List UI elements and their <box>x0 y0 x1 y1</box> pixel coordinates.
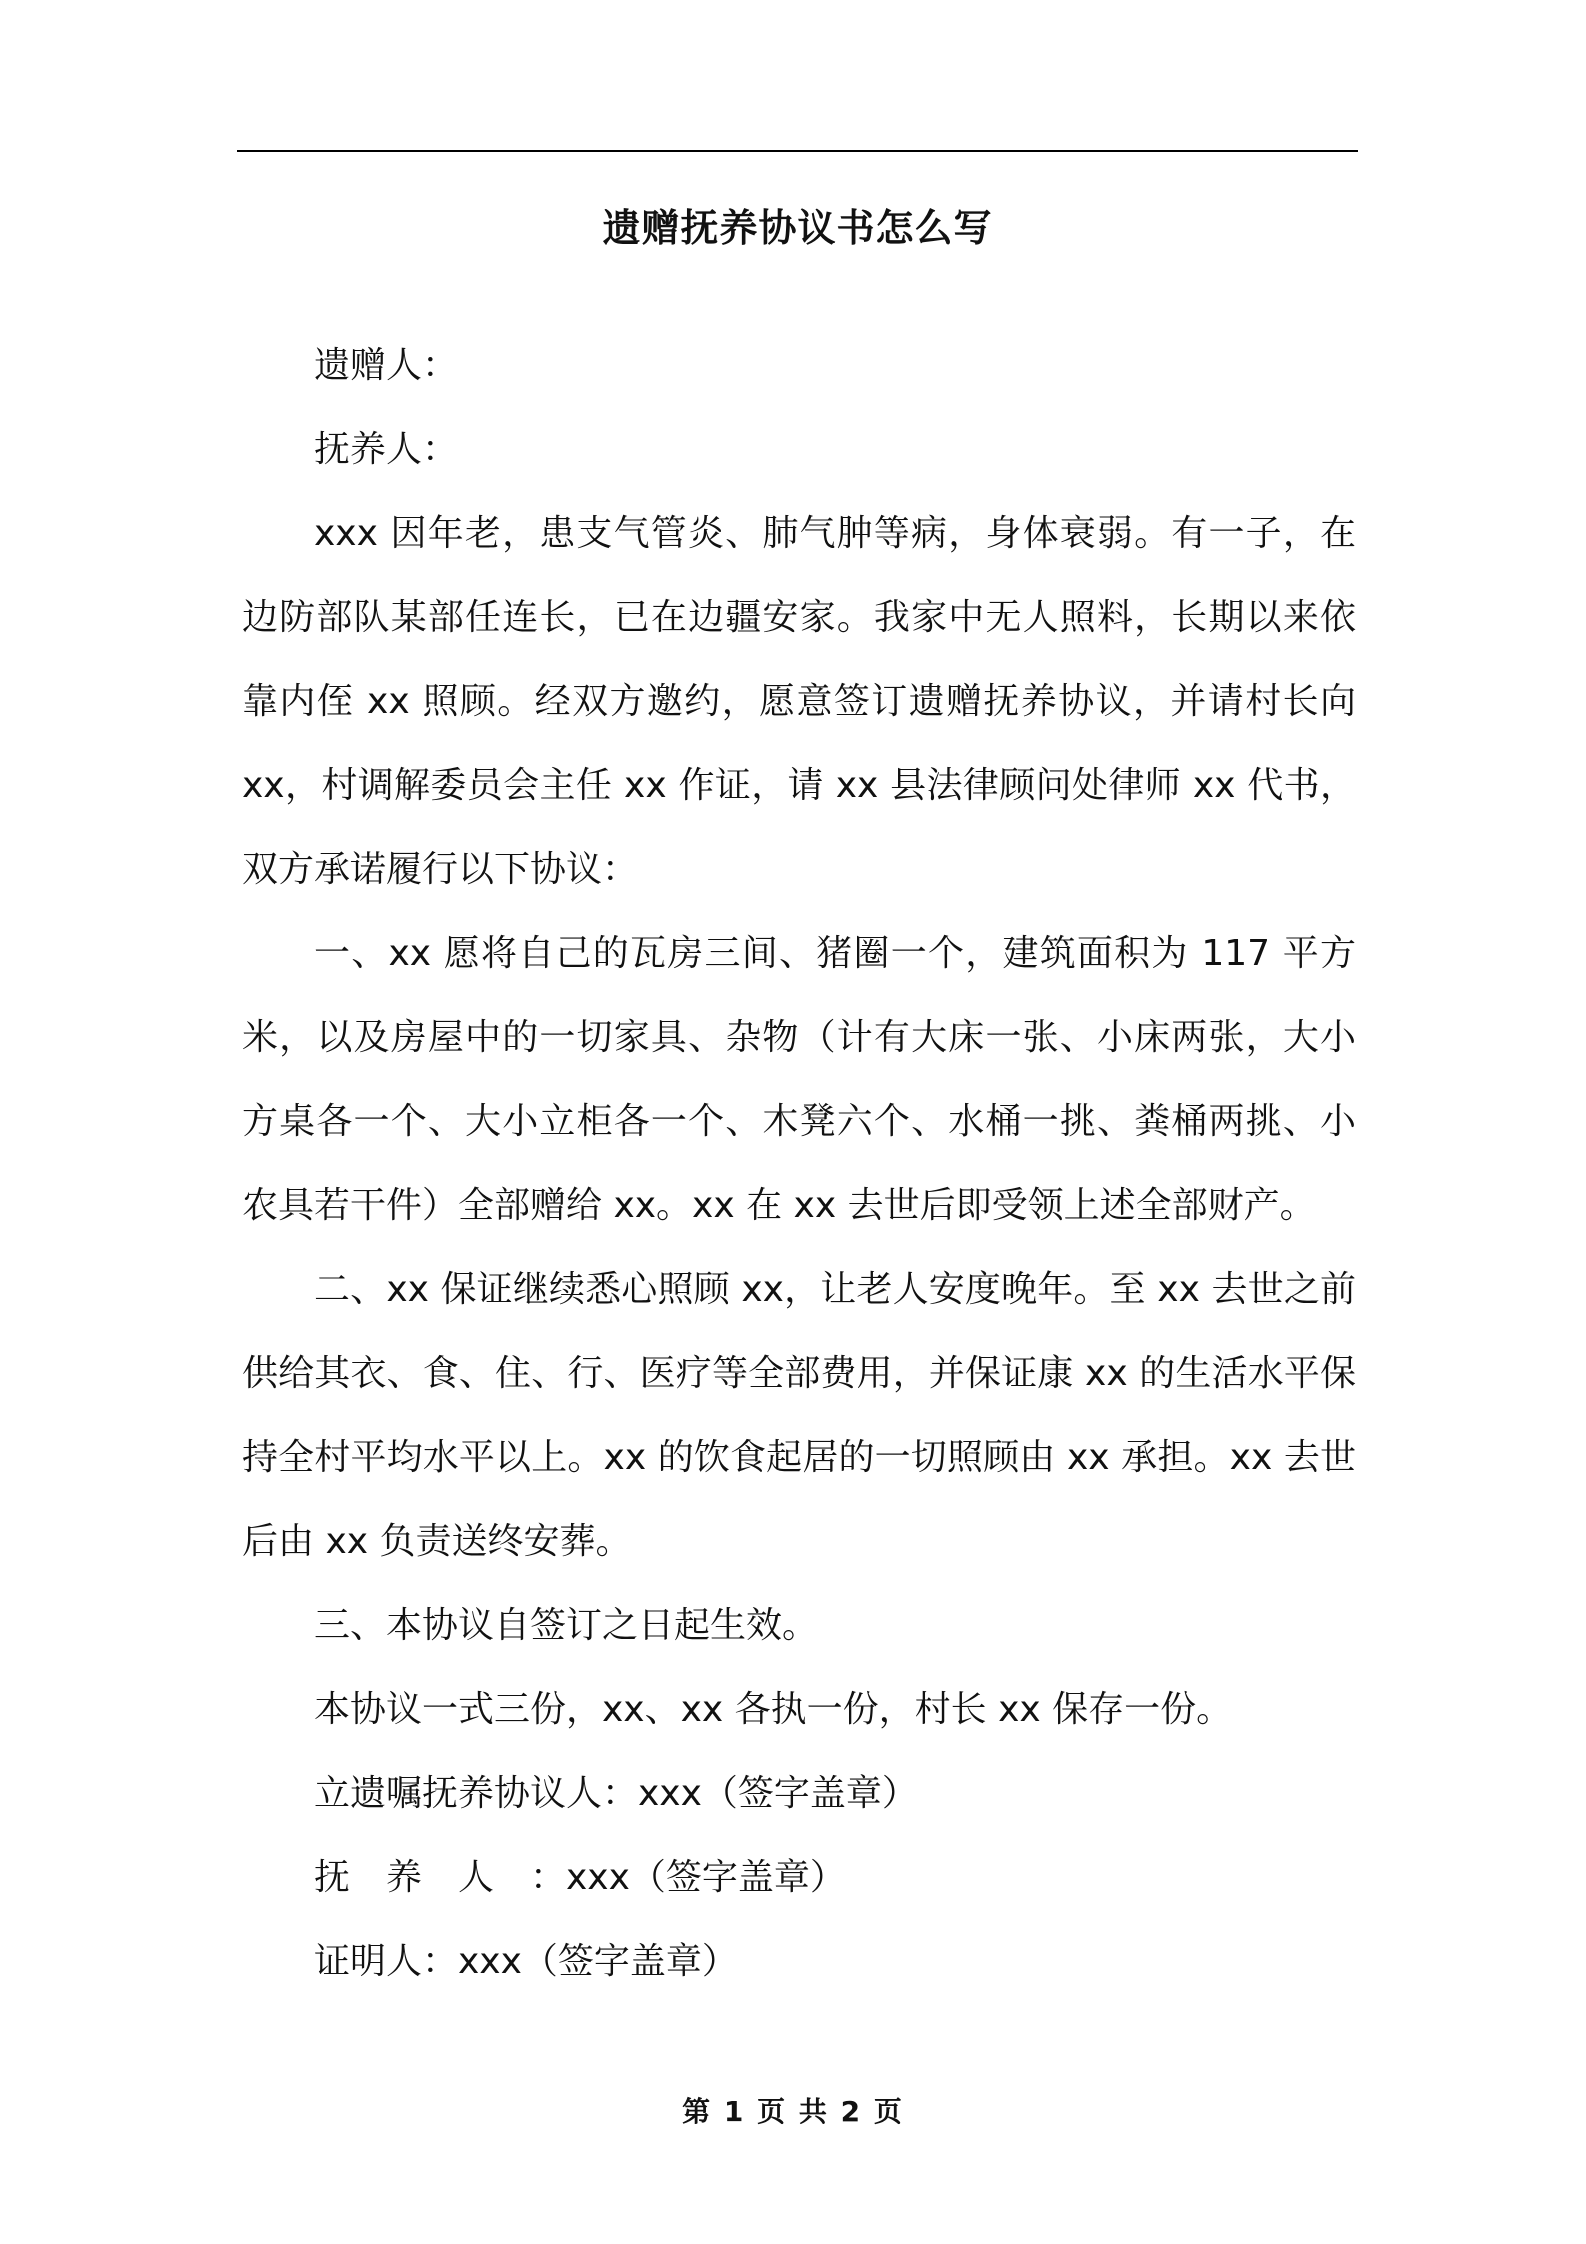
paragraph-clause-3: 三、本协议自签订之日起生效。 <box>314 1605 819 1646</box>
page-footer: 第 1 页 共 2 页 <box>682 2095 904 2128</box>
paragraph-background: xxx 因年老，患支气管炎、肺气肿等病，身体衰弱。有一子，在边防部队某部任连长，已在边疆安家。我家中无人照料，长期以来依靠内侄 xx 照顾。经双方邀约，愿意签订遗赠抚养协议，并请村长向 xx，村调解委员会主任 xx 作证，请 xx 县法律顾问处律师 xx 代书，双方承诺履行以下协议： <box>242 513 1356 890</box>
signature-witness: 证明人：xxx（签字盖章） <box>314 1941 738 1982</box>
paragraph-clause-2: 二、xx 保证继续悉心照顾 xx，让老人安度晚年。至 xx 去世之前供给其衣、食、住、行、医疗等全部费用，并保证康 xx 的生活水平保持全村平均水平以上。xx 的饮食起居的一切照顾由 xx 承担。xx 去世后由 xx 负责送终安葬。 <box>242 1269 1356 1562</box>
paragraph-bequeather: 遗赠人： <box>314 345 459 386</box>
header-rule <box>237 150 1358 152</box>
paragraph-clause-1: 一、xx 愿将自己的瓦房三间、猪圈一个，建筑面积为 117 平方米，以及房屋中的一切家具、杂物（计有大床一张、小床两张，大小方桌各一个、大小立柜各一个、木凳六个、水桶一挑、粪桶两挑、小农具若干件）全部赠给 xx。xx 在 xx 去世后即受领上述全部财产。 <box>242 933 1356 1226</box>
document-body <box>242 324 1356 2004</box>
paragraph-supporter: 抚养人： <box>314 429 459 470</box>
document-title: 遗赠抚养协议书怎么写 <box>602 206 993 250</box>
signature-bequeather: 立遗嘱抚养协议人：xxx（签字盖章） <box>314 1773 918 1814</box>
signature-supporter: 抚 养 人 ：xxx（签字盖章） <box>314 1857 846 1898</box>
paragraph-copies: 本协议一式三份，xx、xx 各执一份，村长 xx 保存一份。 <box>314 1689 1233 1730</box>
